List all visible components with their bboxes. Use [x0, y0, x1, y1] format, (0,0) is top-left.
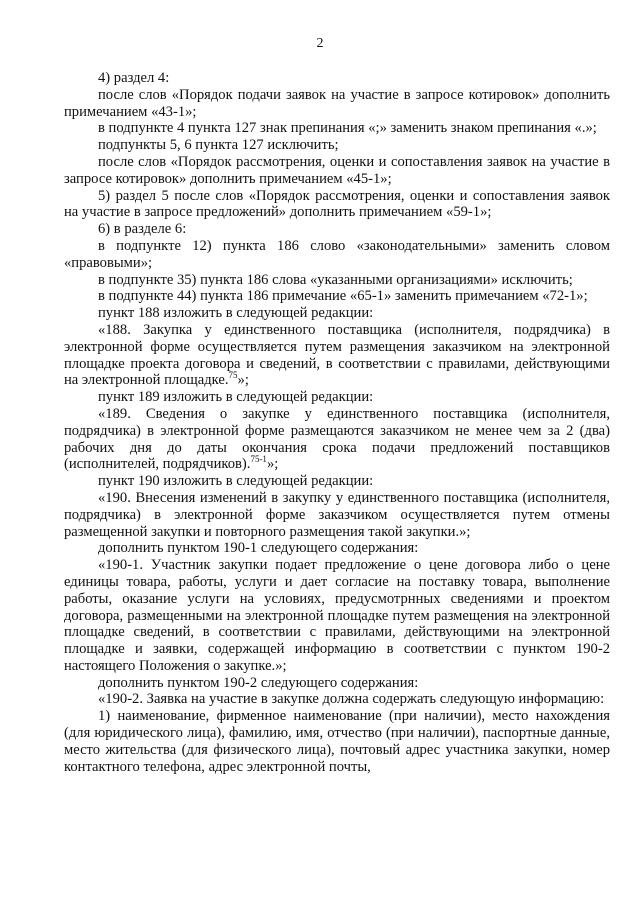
paragraph: дополнить пунктом 190-2 следующего содержания:	[98, 674, 419, 691]
paragraph: 6) в разделе 6:	[98, 221, 187, 238]
paragraph: 1) наименование, фирменное наименование (при наличии), место нахождения (для юридического лица), фамилию, имя, отчество (при наличии), паспортные данные, место жительства (для физического лица), почтовый адрес участника закупки, номер контактного телефона, адрес электронной почты,	[64, 708, 610, 775]
paragraph: «190. Внесения изменений в закупку у единственного поставщика (исполнителя, подрядчика) в электронной форме заказчиком осуществляется путем отмены размещенной закупки и повторного размещения такой закупки.»;	[64, 489, 610, 540]
paragraph: в подпункте 4 пункта 127 знак препинания «;» заменить знаком препинания «.»;	[98, 120, 597, 137]
paragraph: «190-2. Заявка на участие в закупке должна содержать следующую информацию:	[98, 691, 605, 708]
paragraph	[64, 406, 610, 473]
paragraph: пункт 189 изложить в следующей редакции:	[98, 389, 374, 406]
paragraph: после слов «Порядок рассмотрения, оценки и сопоставления заявок на участие в запросе котировок» дополнить примечанием «45-1»;	[64, 153, 610, 187]
page-number: 2	[316, 36, 324, 51]
paragraph: 5) раздел 5 после слов «Порядок рассмотрения, оценки и сопоставления заявок на участие в запросе предложений» дополнить примечанием «59-1»;	[64, 187, 610, 221]
paragraph: в подпункте 12) пункта 186 слово «законодательными» заменить словом «правовыми»;	[64, 237, 610, 271]
paragraph: в подпункте 35) пункта 186 слова «указанными организациями» исключить;	[98, 271, 573, 288]
paragraph: после слов «Порядок подачи заявок на участие в запросе котировок» дополнить примечанием «43-1»;	[64, 86, 610, 120]
paragraph	[64, 322, 610, 389]
footnote-marker: 75-1	[250, 454, 267, 465]
paragraph-tail: »;	[266, 456, 279, 473]
paragraph: в подпункте 44) пункта 186 примечание «65-1» заменить примечанием «72-1»;	[98, 288, 588, 305]
paragraph-text: «189. Сведения о закупке у единственного поставщика (исполнителя, подрядчика) в электронной форме размещаются заказчиком не менее чем за 2 (два) рабочих дня до даты окончания срока подачи предложений поставщиков (исполнителей, подрядчиков).	[64, 405, 610, 473]
paragraph-tail: »;	[237, 372, 249, 389]
paragraph: пункт 190 изложить в следующей редакции:	[98, 473, 374, 490]
paragraph: подпункты 5, 6 пункта 127 исключить;	[98, 137, 339, 154]
paragraph: «190-1. Участник закупки подает предложение о цене договора либо о цене единицы товара, работы, услуги и дает согласие на поставку товара, выполнение работы, оказание услуги на условиях, предусмотрнных сведениями и проектом договора, размещенными на электронной площадке путем размещения на электронной площадке сведений, в соответствии с правилами, действующими на электронной площадке и заявки, содержащей информацию в соответствии с пунктом 190-2 настоящего Положения о закупке.»;	[64, 557, 610, 674]
document-body	[64, 70, 610, 775]
paragraph: 4) раздел 4:	[98, 70, 170, 86]
paragraph: пункт 188 изложить в следующей редакции:	[98, 305, 374, 322]
footnote-marker: 75	[228, 370, 238, 381]
paragraph: дополнить пунктом 190-1 следующего содержания:	[98, 540, 419, 557]
paragraph-text: «188. Закупка у единственного поставщика (исполнителя, подрядчика) в электронной форме осуществляется путем размещения заказчиком на электронной площадке проекта договора и сведений, в соответствии с правилами, действующими на электронной площадке.	[64, 321, 610, 389]
